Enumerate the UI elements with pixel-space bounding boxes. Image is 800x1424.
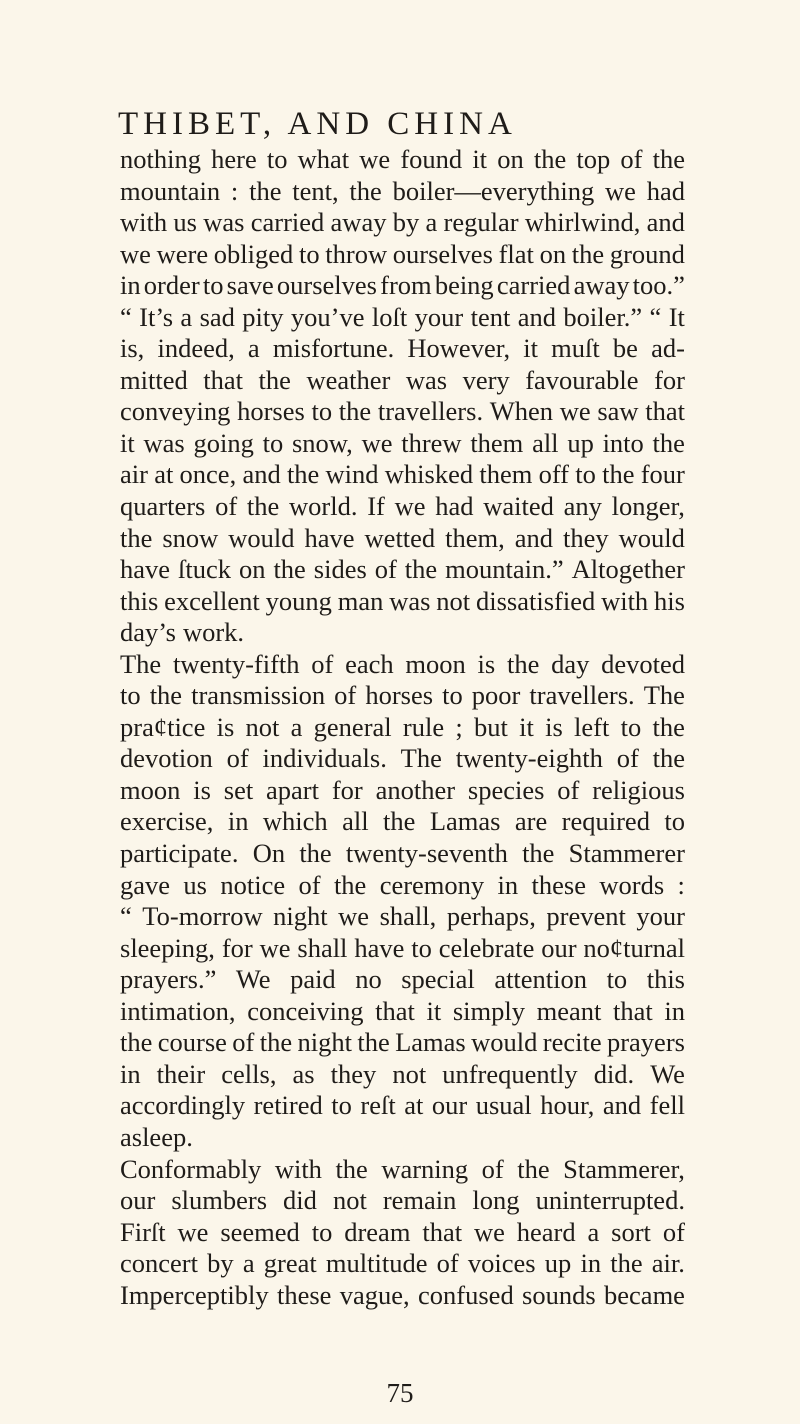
text-line: with us was carried away by a regular whirlwind, and <box>120 207 685 238</box>
text-line: exercise, in which all the Lamas are required to <box>120 806 685 837</box>
text-line: “ To-morrow night we shall, perhaps, prevent your <box>120 901 685 932</box>
text-line: moon is set apart for another species of religious <box>120 774 685 805</box>
text-line: we were obliged to throw ourselves flat on the ground <box>120 238 685 269</box>
text-line: the snow would have wetted them, and they would <box>120 522 685 553</box>
text-line: Imperceptibly these vague, confused sounds became <box>120 1279 685 1310</box>
text-line: The twenty-fifth of each moon is the day devoted <box>120 648 685 679</box>
text-line: this excellent young man was not dissatisfied with his <box>120 585 685 616</box>
text-line: have ſtuck on the sides of the mountain.” Altogether <box>120 554 685 585</box>
text-line: in their cells, as they not unfrequently did. We <box>120 1058 685 1089</box>
text-line: day’s work. <box>120 617 245 648</box>
text-line: Conformably with the warning of the Stammerer, <box>120 1153 685 1184</box>
text-line: to the transmission of horses to poor travellers. The <box>120 680 685 711</box>
text-line: accordingly retired to reſt at our usual hour, and fell <box>120 1090 685 1121</box>
text-line: is, indeed, a misfortune. However, it muſt be ad- <box>120 333 685 364</box>
text-line: mitted that the weather was very favourable for <box>120 364 685 395</box>
text-line: nothing here to what we found it on the top of the <box>120 144 685 174</box>
text-line: intimation, conceiving that it simply meant that in <box>120 995 685 1026</box>
text-line: in order to save ourselves from being carried away too.” <box>120 270 685 301</box>
text-line: our slumbers did not remain long uninterrupted. <box>120 1185 685 1216</box>
text-line: quarters of the world. If we had waited any longer, <box>120 491 685 522</box>
text-line: conveying horses to the travellers. When we saw that <box>120 396 685 427</box>
text-line: concert by a great multitude of voices up in the air. <box>120 1248 685 1279</box>
text-line: pra¢tice is not a general rule ; but it is left to the <box>120 711 685 742</box>
text-line: the course of the night the Lamas would recite prayers <box>120 1027 685 1058</box>
text-line: gave us notice of the ceremony in these words : <box>120 869 685 900</box>
running-head: THIBET, AND CHINA <box>118 106 517 142</box>
body-text <box>120 144 685 1311</box>
text-line: “ It’s a sad pity you’ve loſt your tent and boiler.” “ It <box>120 301 685 332</box>
text-line: asleep. <box>120 1121 193 1152</box>
text-line: prayers.” We paid no special attention to this <box>120 964 685 995</box>
page-number: 75 <box>386 1378 414 1408</box>
text-line: devotion of individuals. The twenty-eighth of the <box>120 743 685 774</box>
text-line: air at once, and the wind whisked them off to the four <box>120 459 685 490</box>
text-line: sleeping, for we shall have to celebrate our no¢turnal <box>120 932 685 963</box>
text-line: participate. On the twenty-seventh the Stammerer <box>120 838 685 869</box>
text-line: mountain : the tent, the boiler—everything we had <box>120 175 685 206</box>
text-line: it was going to snow, we threw them all up into the <box>120 427 685 458</box>
text-line: Firſt we seemed to dream that we heard a sort of <box>120 1216 685 1247</box>
